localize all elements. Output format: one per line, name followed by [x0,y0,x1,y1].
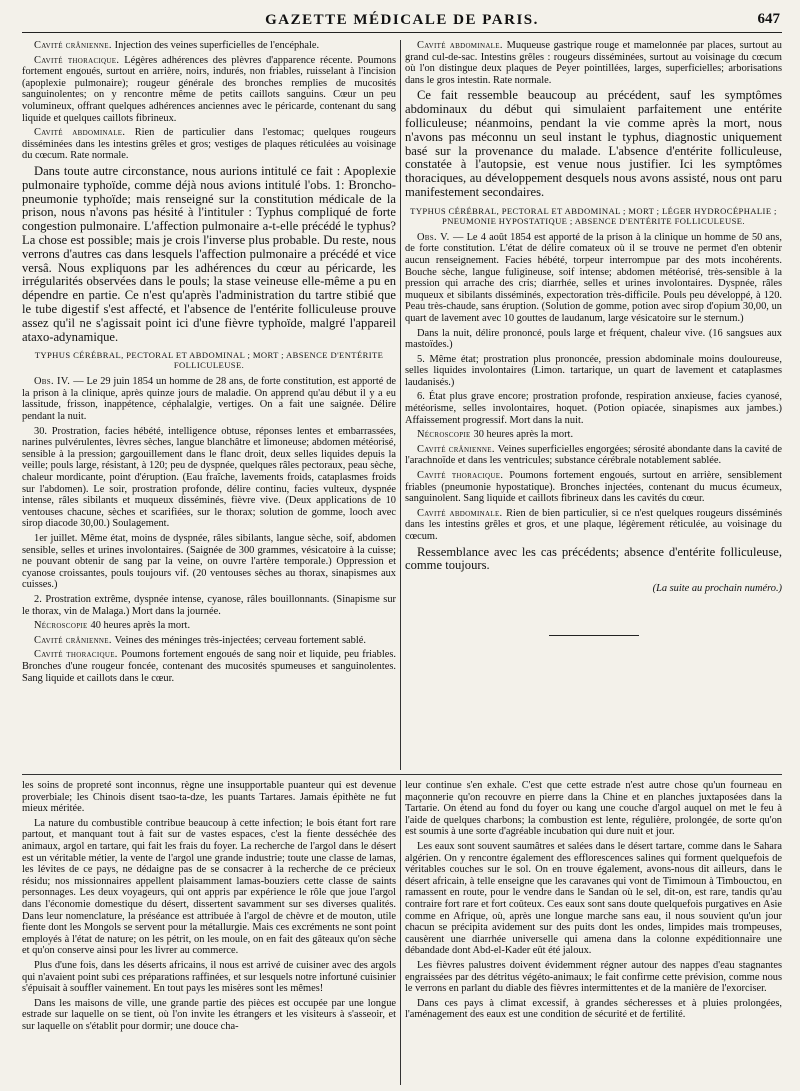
paragraph-text: Les eaux sont souvent saumâtres et salées dans le désert tartare, comme dans le Sahara algérien. On y rencontre également des efflorescences salines qui forment quelquefois de véritables couches sur le sol. On en trouve également, avons-nous dit ailleurs, dans le désert africain, à telle enseigne que les caravanes qui vont de Timimoun à Timbouctou, en ramassent en route, pour le vendre dans le Sandan où le sel, dit-on, est rare, tandis qu'au contraire fort rare et fort coûteux. Ces eaux sont sans doute quelquefois purgatives en Asie comme en Afrique, où, après une longue marche sans eau, il nous souvient qu'un jour chacun se précipita avidement sur des puits dont les ondes, limpides mais trompeuses, causèrent une diarrhée universelle qui amena dans la colonne expéditionnaire une débandade dont Abd-el-Kader eût été jaloux. [405,840,782,957]
page-header [22,10,782,33]
paragraph [405,470,782,505]
paragraph [22,127,396,162]
paragraph-text: Muqueuse gastrique rouge et mamelonnée par places, surtout au grand cul-de-sac. Intestins grêles : rougeurs disséminées, surtout au voisinage du cœcum où l'on distingue deux plaques de Peyer pointillées, larges, superficielles; arborisations dans le gros intestin. Rate normale. [405,40,782,86]
paragraph-text: Veines des méninges très-injectées; cerveau fortement sablé. [114,634,366,646]
paragraph-text: Ressemblance avec les cas précédents; absence d'entérite folliculeuse, comme toujours. [405,544,782,573]
paragraph-lead: Nécroscopie [417,429,474,441]
paragraph [405,960,782,995]
paragraph [22,635,396,647]
paragraph-text: Rien de bien particulier, si ce n'est quelques rougeurs disséminés dans les intestins grêles et gros, et une plaque, légèrement réticulée, au voisinage du cœcum. [405,507,782,542]
journal-title: GAZETTE MÉDICALE DE PARIS. [265,12,539,28]
paragraph-text: Dans ces pays à climat excessif, à grandes sécheresses et à pluies prolongées, l'aménagement des eaux est une condition de sécurité et de fertilité. [405,997,782,1021]
paragraph-text: 6. État plus grave encore; prostration profonde, respiration anxieuse, facies cyanosé, météorisme, selles involontaires, hoquet. (Potion opiacée, sinapismes aux jambes.) Affaissement progressif. Mort dans la nuit. [405,391,782,426]
paragraph-text: les soins de propreté sont inconnus, règne une insupportable puanteur qui est devenue proverbiale; les Chinois disent tsao-ta-dze, les puants Tartares. Jamais épithète ne fut mieux méritée. [22,780,396,815]
paragraph-lead: Nécroscopie [34,620,91,632]
paragraph-lead: Cavité abdominale. [417,40,507,51]
paragraph [22,426,396,530]
paragraph-text: 30. Prostration, facies hébété, intelligence obtuse, réponses lentes et embarrassées, narines pulvérulentes, lèvres sèches, langue blanchâtre et limoneuse; abdomen météorisé, sensible à la pression; gargouillement dans le flanc droit, deux selles liquides depuis la veille; pouls large, résistant, à 120; peu de dyspnée, quelques râles pectoraux, peau sèche, chaleur mordicante, point d'éruption. (Eau fraîche, lavements froids, cataplasmes froids sur l'abdomen). Le soir, prostration profonde, délire continu, facies vulteux, dyspnée intense, râles sibilants et muqueux disséminés, fièvre vive. (Deux applications de 10 ventouses chacune, sèches et scarifiées, sur le thorax; solution de gomme, looch avec sirop diacode 30,00.) Soulagement. [22,425,396,530]
paragraph [22,594,396,617]
paragraph-text: La nature du combustible contribue beaucoup à cette infection; le bois étant fort rare partout, et manquant tout à fait sur de vastes espaces, c'est la fiente desséchée des animaux, argol en tartare, qui fait les frais du foyer. La recherche de l'argol dans le désert est un véritable métier, la vente de l'argol une grande industrie; toute une classe de lamas, les lévites de ce pays, ne dédaigne pas de se consacrer à la recherche de ce précieux résidu; nos missionnaires appellent plaisamment lamas-bouziers cette classe de saints personnages. Les deux voyageurs, qui ont appris par expérience le rôle que joue l'argol dans l'économie domestique du désert, dissertent savamment sur ses diverses qualités. Dans leur nomenclature, la préséance est attribuée à l'argol de chèvre et de mouton, utile fiente dont les Mongols se servent pour la métallurgie. Mais ces excréments ne sont point employés à l'état de nature; on les pétrit, on les moule, on en fait des gâteaux qu'on sèche et qu'on conserve ainsi pour les livrer au commerce. [22,817,396,957]
bottom-right-column [405,780,782,1085]
paragraph-lead: Cavité crânienne. [417,443,498,455]
paragraph-lead: Cavité crânienne. [34,634,115,646]
paragraph-text: Injection des veines superficielles de l'encéphale. [114,40,320,51]
paragraph-lead: Obs. V. [417,231,453,243]
paragraph-text: Plus d'une fois, dans les déserts africains, il nous est arrivé de cuisiner avec des argols qui n'avaient point subi ces préparations raffinées, et sur lesquels notre infortuné cuisinier s'épuisait à souffler vainement. En tout pays les misères sont les mêmes! [22,959,396,995]
paragraph-text: Poumons fortement engoués de sang noir et liquide, peu friables. Bronches d'une rougeur foncée, contenant des mucosités spumeuses et sanguinolentes. Sang liquide et caillots dans le cœur. [22,649,396,684]
paragraph [405,232,782,325]
section-divider [22,774,782,775]
paragraph-text: — Le 4 août 1854 est apporté de la prison à la clinique un homme de 50 ans, de forte constitution. L'état de délire comateux où il se trouve ne permet d'en obtenir aucun renseignement. Facies hébété, torpeur interrompue par des mots incohérents. Bouche sèche, langue fuligineuse, soif intense; abdomen météorisé, très-sensible à la pression qui arrache des cris; diarrhée, selles et urines involontaires. Dyspnée, râles muqueux et sibilants disséminés, expectoration très-difficile. Pouls peu développé, à 120. Peau très-chaude, sans éruption. (Solution de gomme, potion avec sirop d'opium 30,00, un quart de lavement avec 10 gouttes de laudanum, large vésicatoire sur le sternum.) [405,231,782,324]
right-column [405,40,782,770]
paragraph [405,841,782,957]
paragraph-lead: Cavité thoracique. [417,470,510,482]
paragraph [22,533,396,591]
paragraph-text: 1er juillet. Même état, moins de dyspnée, râles sibilants, langue sèche, soif, abdomen sensible, selles et urines involontaires. (Saignée de 300 grammes, vésicatoire à la cuisse; ne pouvant obtenir de sang par la veine, on ouvre l'artère temporale.) Oppression et cyanose croissantes, pouls toujours vif. (20 ventouses sèches au thorax, sinapismes aux cuisses.) [22,533,396,591]
column-divider-bottom [400,780,401,1085]
paragraph [405,391,782,426]
page-number: 647 [757,11,780,27]
paragraph-text: 5. Même état; prostration plus prononcée, pression abdominale moins douloureuse, selles liquides involontaires (Limon. tartarique, un quart de lavement et cataplasmes laudanisés.) [405,353,782,388]
paragraph-text: leur continue s'en exhale. C'est que cette estrade n'est autre chose qu'un fourneau en maçonnerie qu'on recouvre en pierre dans la Chine et en planches juxtaposées dans la Tartarie. On étend au fond du foyer ou kang une couche d'argol auquel on met le feu à l'aide de quelques charbons; la combustion est lente, régulière, prolongée, de sorte qu'on est soumis à une sorte d'agréable incubation qui dure nuit et jour. [405,780,782,838]
left-column [22,40,396,770]
paragraph [22,818,396,957]
paragraph [22,620,396,632]
paragraph [22,376,396,422]
paragraph-text: Dans les maisons de ville, une grande partie des pièces est occupée par une longue estrade sur laquelle on se tient, où l'on invite les étrangers et les visiteurs à s'asseoir, et sur laquelle on s'établit pour dormir; une douce cha- [22,997,396,1032]
paragraph-text: 40 heures après la mort. [90,620,191,632]
newspaper-page [22,10,782,1085]
section-heading: TYPHUS CÉRÉBRAL, PECTORAL ET ABDOMINAL ; MORT ; LÉGER HYDROCÉPHALIE ; PNEUMONIE HYPOSTATIQUE ; ABSENCE D'ENTÉRITE FOLLICULEUSE. [410,205,777,226]
paragraph-text: Dans toute autre circonstance, nous aurions intitulé ce fait : Apoplexie pulmonaire typhoïde, comme déjà nous avions intitulé l'obs. 1: Broncho-pneumonie typhoïde; mais renseigné sur la constitution médicale de la prison, nous n'avons pas hésité à l'intituler : Typhus compliqué de forte congestion pulmonaire. L'affection pulmonaire a-t-elle précédé le typhus? La chose est possible; mais je crois l'inverse plus probable. Du reste, nous verrons d'autres cas dans lesquels l'affection pulmonaire a précédé et vice versâ. Nous expliquons par les adhérences du cœur au péricarde, les irrégularités observées dans le pouls; la stase veineuse elle-même a pu en dépendre en partie. Ce n'est qu'après l'administration du tartre stibié que le tube digestif s'est affecté, et l'absence de l'entérite folliculeuse prouve assez qu'il ne s'agissait point ici d'une fièvre typhoïde, malgré l'appareil ataxo-adynamique. [22,163,396,344]
paragraph [22,55,396,125]
paragraph-text: Ce fait ressemble beaucoup au précédent, sauf les symptômes abdominaux du début qui simulaient parfaitement une entérite folliculeuse; néanmoins, pendant la vie comme après la mort, nous n'avons pas méconnu un seul instant le typhus, diagnostic uniquement basé sur la provenance du malade. L'absence d'entérite folliculeuse, constatée à l'autopsie, est venue nous justifier. Ici les symptômes thoraciques, au développement desquels nous avons assisté, nous ont paru manifestement secondaires. [405,88,782,199]
paragraph-lead: Obs. IV. [34,376,74,388]
paragraph [22,998,396,1033]
paragraph [22,40,396,52]
paragraph [22,165,396,344]
paragraph [405,508,782,543]
continued-note: (La suite au prochain numéro.) [652,583,782,595]
paragraph-text: — Le 29 juin 1854 un homme de 28 ans, de forte constitution, est apporté de la prison à la clinique, après quinze jours de maladie. On apprend qu'au début il y a eu lassitude, frisson, inappétence, céphalalgie, vertiges. On a fait une saignée. Délire pendant la nuit. [22,376,396,423]
paragraph [405,429,782,441]
paragraph-text: Veines superficielles engorgées; sérosité abondante dans la cavité de l'arachnoïde et dans les ventricules; substance cérébrale notablement sablée. [405,443,782,467]
paragraph-text: 2. Prostration extrême, dyspnée intense, cyanose, râles bouillonnants. (Sinapisme sur le thorax, vin de Malaga.) Mort dans la journée. [22,593,396,617]
paragraph [405,546,782,574]
paragraph-text: Légères adhérences des plèvres d'apparence récente. Poumons fortement engoués, surtout en arrière, noirs, indurés, non friables, ruisselant à l'incision (apoplexie pulmonaire); rougeur générale des bronches remplies de mucosités sanguinolentes; on y rencontre même de petits caillots sanguins. Cœur un peu volumineux, offrant quelques adhérences anciennes avec le péricarde, contenant du sang liquide et quelques caillots fibrineux. [22,54,396,124]
paragraph [405,444,782,467]
paragraph-text: Poumons fortement engoués, surtout en arrière, sensiblement friables (pneumonie hypostatique). Bronches injectées, contenant du mucus écumeux, sanguinolent. Sang liquide et caillots fibrineux dans les cavités du cœur. [405,470,782,505]
paragraph-lead: Cavité thoracique. [34,649,122,661]
column-divider [400,40,401,770]
paragraph-text: Rien de particulier dans l'estomac; quelques rougeurs disséminées dans les intestins grêles et gros; vestiges de plaques réticulées au voisinage du cœcum. Rate normale. [22,127,396,162]
paragraph-text: Dans la nuit, délire prononcé, pouls large et fréquent, chaleur vive. (16 sangsues aux mastoïdes.) [405,327,782,351]
paragraph [405,780,782,838]
paragraph-text: Les fièvres palustres doivent évidemment régner autour des nappes d'eau stagnantes engraissées par des détritus végéto-animaux; le fait confirme cette prévision, comme nous le verrons en parlant du diable des fièvres intermittentes et de la manière de l'exorciser. [405,959,782,995]
paragraph [22,649,396,684]
paragraph-lead: Cavité crânienne. [34,40,115,51]
paragraph [22,960,396,995]
paragraph-lead: Cavité thoracique. [34,54,125,66]
paragraph-lead: Cavité abdominale. [34,127,135,139]
paragraph [405,89,782,199]
paragraph [405,998,782,1021]
section-heading: TYPHUS CÉRÉBRAL, PECTORAL ET ABDOMINAL ; MORT ; ABSENCE D'ENTÉRITE FOLLICULEUSE. [34,350,384,371]
paragraph-text: 30 heures après la mort. [473,429,574,441]
end-rule [549,635,639,636]
paragraph [405,354,782,389]
paragraph [405,328,782,351]
bottom-left-column [22,780,396,1085]
paragraph [405,40,782,86]
paragraph [22,780,396,815]
paragraph-lead: Cavité abdominale. [417,507,507,519]
